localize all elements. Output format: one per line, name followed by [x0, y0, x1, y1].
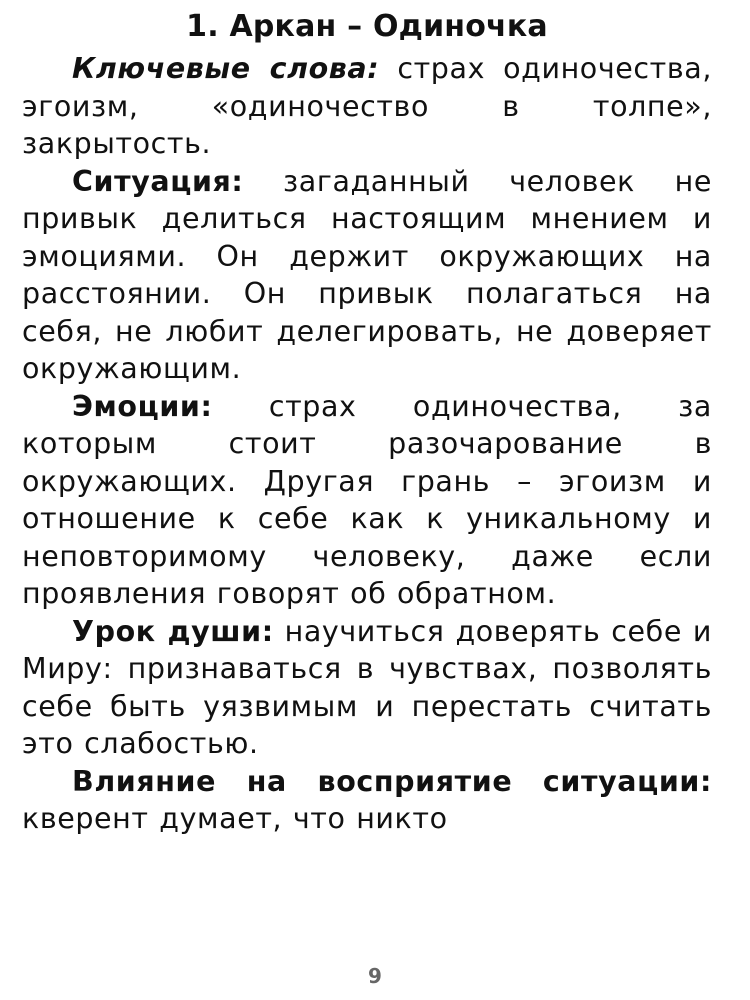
soul-lesson-text: научиться доверять себе и Миру: признаваться в чувствах, позволять себе быть уязвимым и перестать считать это слабостью. [22, 614, 712, 760]
paragraph-influence [22, 763, 712, 838]
situation-label: Ситуация: [72, 164, 244, 198]
paragraph-situation [22, 163, 712, 388]
emotions-label: Эмоции: [72, 389, 213, 423]
soul-lesson-label: Урок души: [72, 614, 274, 648]
influence-label: Влияние на восприятие ситуации: [72, 764, 712, 798]
book-page [22, 4, 712, 996]
page-number: 9 [368, 964, 382, 988]
influence-text: кверент думает, что никто [22, 802, 448, 835]
keywords-text: страх одиночества, эгоизм, «одиночество в толпе», закрытость. [22, 52, 712, 160]
emotions-text: страх одиночества, за которым стоит разочарование в окружающих. Другая грань – эгоизм и отношение к себе как к уникальному и неповторимому человеку, даже если проявления говорят об обратном. [22, 389, 712, 610]
situation-text: загаданный человек не привык делиться настоящим мнением и эмоциями. Он держит окружающих на расстоянии. Он привык полагаться на себя, не любит делегировать, не доверяет окружающим. [22, 164, 712, 385]
paragraph-soul-lesson [22, 613, 712, 763]
paragraph-emotions [22, 388, 712, 613]
paragraph-keywords [22, 50, 712, 163]
keywords-label: Ключевые слова: [72, 52, 380, 85]
page-title: 1. Аркан – Одиночка [186, 9, 548, 44]
